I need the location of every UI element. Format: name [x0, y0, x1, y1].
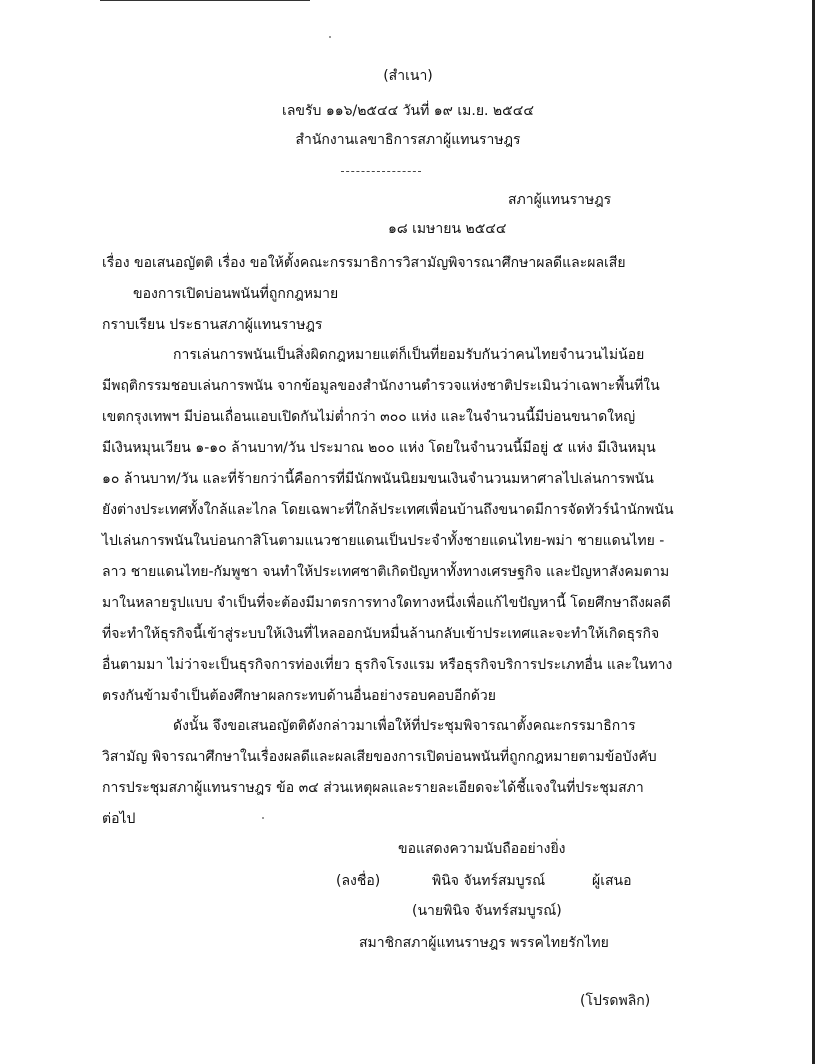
paragraph-2-line: วิสามัญ พิจารณาศึกษาในเรื่องผลดีและผลเสียของการเปิดบ่อนพนันที่ถูกกฎหมายตามข้อบังคับ — [102, 749, 657, 765]
copy-label: (สำเนา) — [383, 68, 433, 84]
paragraph-2-line: ดังนั้น จึงขอเสนอญัตติดังกล่าวมาเพื่อให้ที่ประชุมพิจารณาตั้งคณะกรรมาธิการ — [173, 718, 636, 734]
header-divider — [341, 171, 421, 172]
paragraph-1-line: การเล่นการพนันเป็นสิ่งผิดกฎหมายแต่ก็เป็นที่ยอมรับกันว่าคนไทยจำนวนไม่น้อย — [173, 347, 645, 363]
signature-name: พินิจ จันทร์สมบูรณ์ — [432, 873, 546, 889]
salutation: กราบเรียน ประธานสภาผู้แทนราษฎร — [102, 317, 323, 333]
signed-label: (ลงชื่อ) — [336, 873, 381, 889]
paragraph-1-line: ไปเล่นการพนันในบ่อนกาสิโนตามแนวชายแดนเป็นประจำทั้งชายแดนไทย-พม่า ชายแดนไทย - — [102, 533, 665, 549]
paragraph-2-line: ต่อไป — [102, 811, 136, 827]
closing-respect: ขอแสดงความนับถืออย่างยิ่ง — [398, 841, 566, 857]
scan-speck — [329, 36, 331, 38]
paragraph-1-line: ยังต่างประเทศทั้งใกล้และไกล โดยเฉพาะที่ใกล้ประเทศเพื่อนบ้านถึงขนาดมีการจัดทัวร์นำนักพนัน — [102, 502, 674, 518]
paragraph-1-line: ตรงกันข้ามจำเป็นต้องศึกษาผลกระทบด้านอื่นอย่างรอบคอบอีกด้วย — [102, 688, 496, 704]
turn-over-note: (โปรดพลิก) — [580, 993, 651, 1009]
scan-speck — [262, 817, 264, 819]
paragraph-1-line: ลาว ชายแดนไทย-กัมพูชา จนทำให้ประเทศชาติเกิดปัญหาทั้งทางเศรษฐกิจ และปัญหาสังคมตาม — [102, 564, 670, 580]
paragraph-1-line: มีพฤติกรรมชอบเล่นการพนัน จากข้อมูลของสำนักงานตำรวจแห่งชาติประเมินว่าเฉพาะพื้นที่ใน — [102, 378, 660, 394]
paragraph-2-line: การประชุมสภาผู้แทนราษฎร ข้อ ๓๔ ส่วนเหตุผลและรายละเอียดจะได้ชี้แจงในที่ประชุมสภา — [102, 780, 644, 796]
top-rule — [100, 0, 310, 1]
received-number: เลขรับ ๑๑๖/๒๕๔๔ วันที่ ๑๙ เม.ย. ๒๕๔๔ — [282, 103, 534, 119]
proposer-role: ผู้เสนอ — [592, 873, 632, 889]
subject-line-2: ของการเปิดบ่อนพนันที่ถูกกฎหมาย — [133, 286, 339, 302]
paragraph-1-line: ๑๐ ล้านบาท/วัน และที่ร้ายกว่านี้คือการที่มีนักพนันนิยมขนเงินจำนวนมหาศาลไปเล่นการพนัน — [102, 471, 654, 487]
office-name: สำนักงานเลขาธิการสภาผู้แทนราษฎร — [295, 132, 521, 148]
member-position: สมาชิกสภาผู้แทนราษฎร พรรคไทยรักไทย — [359, 935, 609, 951]
letter-date: ๑๘ เมษายน ๒๕๔๔ — [388, 221, 507, 237]
scan-edge — [812, 0, 815, 1064]
paragraph-1-line: อื่นตามมา ไม่ว่าจะเป็นธุรกิจการท่องเที่ยว ธุรกิจโรงแรม หรือธุรกิจบริการประเภทอื่น และในทาง — [102, 657, 673, 673]
paragraph-1-line: ที่จะทำให้ธุรกิจนี้เข้าสู่ระบบให้เงินที่ไหลออกนับหมื่นล้านกลับเข้าประเทศและจะทำให้เกิดธุรกิจ — [102, 626, 660, 642]
printed-name: (นายพินิจ จันทร์สมบูรณ์) — [412, 903, 562, 919]
paragraph-1-line: มาในหลายรูปแบบ จำเป็นที่จะต้องมีมาตรการทางใดทางหนึ่งเพื่อแก้ไขปัญหานี้ โดยศึกษาถึงผลดี — [102, 595, 671, 611]
sender-name: สภาผู้แทนราษฎร — [508, 192, 612, 208]
paragraph-1-line: เขตกรุงเทพฯ มีบ่อนเถื่อนแอบเปิดกันไม่ต่ำกว่า ๓๐๐ แห่ง และในจำนวนนี้มีบ่อนขนาดใหญ่ — [102, 409, 636, 425]
paragraph-1-line: มีเงินหมุนเวียน ๑-๑๐ ล้านบาท/วัน ประมาณ ๒๐๐ แห่ง โดยในจำนวนนี้มีอยู่ ๕ แห่ง มีเงินหมุน — [102, 440, 656, 456]
subject-line-1: เรื่อง ขอเสนอญัตติ เรื่อง ขอให้ตั้งคณะกรรมาธิการวิสามัญพิจารณาศึกษาผลดีและผลเสีย — [102, 255, 626, 271]
